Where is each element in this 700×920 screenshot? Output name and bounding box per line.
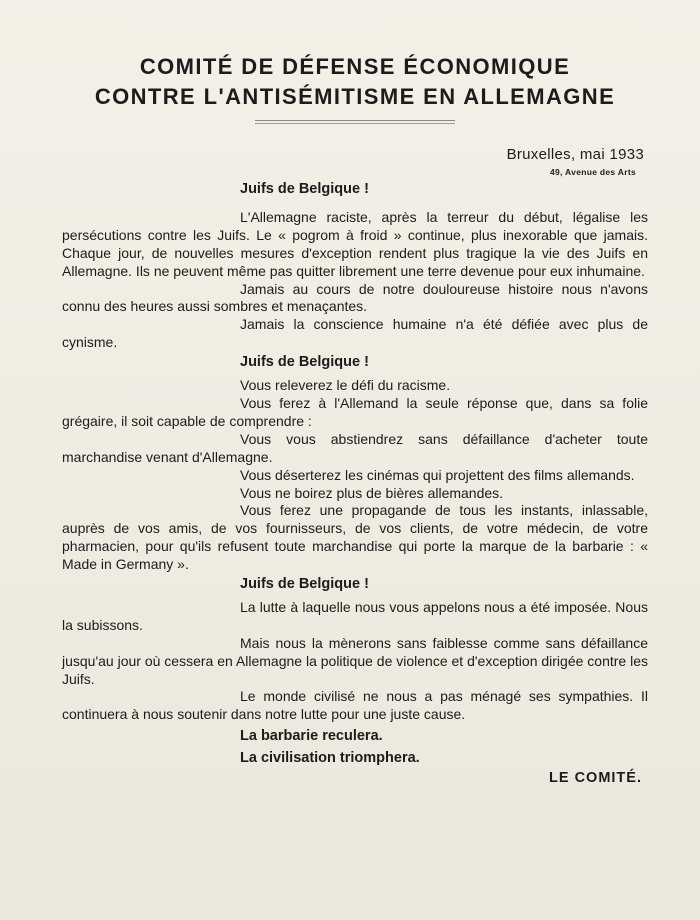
salutation-2: Juifs de Belgique !	[240, 354, 369, 371]
salutation-1: Juifs de Belgique !	[240, 181, 369, 197]
paragraph-11: Mais nous la mènerons sans faiblesse comme sans défaillance jusqu'au jour où cessera en Allemagne la politique de violence et d'exception dirigée contre les Juifs.	[62, 634, 648, 687]
closing-line-1: La barbarie reculera.	[240, 728, 383, 745]
paragraph-6: Vous vous abstiendrez sans défaillance d'acheter toute marchandise venant d'Allemagne.	[62, 430, 648, 465]
paragraph-2: Jamais au cours de notre douloureuse histoire nous n'avons connu des heures aussi sombres et menaçantes.	[62, 280, 648, 315]
title-line-2: CONTRE L'ANTISÉMITISME EN ALLEMAGNE	[94, 84, 616, 109]
signature: LE COMITÉ.	[549, 770, 642, 787]
paragraph-1: L'Allemagne raciste, après la terreur du début, légalise les persécutions contre les Juifs. Le « pogrom à froid » continue, plus inexorable que jamais. Chaque jour, de nouvelles mesures d'exception rendent plus tragique la vie des Juifs en Allemagne. Ils ne peuvent même pas quitter librement une terre devenue pour eux inhumaine.	[62, 208, 648, 279]
title-divider-secondary	[255, 123, 455, 124]
paragraph-5: Vous ferez à l'Allemand la seule réponse que, dans sa folie grégaire, il soit capable de comprendre :	[62, 394, 648, 429]
title-line-1: COMITÉ DE DÉFENSE ÉCONOMIQUE	[139, 54, 571, 79]
paragraph-12: Le monde civilisé ne nous a pas ménagé ses sympathies. Il continuera à nous soutenir dans notre lutte pour une juste cause.	[62, 688, 648, 723]
closing-line-2: La civilisation triomphera.	[240, 750, 420, 767]
salutation-3: Juifs de Belgique !	[240, 576, 369, 593]
place-date: Bruxelles, mai 1933	[506, 146, 644, 163]
letter-body	[62, 181, 648, 788]
paragraph-8: Vous ne boirez plus de bières allemandes.	[240, 484, 504, 501]
address: 49, Avenue des Arts	[549, 167, 636, 177]
paragraph-4: Vous releverez le défi du racisme.	[240, 377, 451, 394]
title-divider	[255, 120, 455, 121]
paragraph-3: Jamais la conscience humaine n'a été défiée avec plus de cynisme.	[62, 316, 648, 351]
paragraph-7: Vous déserterez les cinémas qui projettent des films allemands.	[240, 466, 635, 483]
paragraph-9: Vous ferez une propagande de tous les instants, inlassable, auprès de vos amis, de vos fournisseurs, de vos clients, de votre médecin, de votre pharmacien, pour qu'ils refusent toute marchandise qui porte la marque de la barbarie : « Made in Germany ».	[62, 502, 648, 573]
paragraph-10: La lutte à laquelle nous vous appelons nous a été imposée. Nous la subissons.	[62, 598, 648, 633]
